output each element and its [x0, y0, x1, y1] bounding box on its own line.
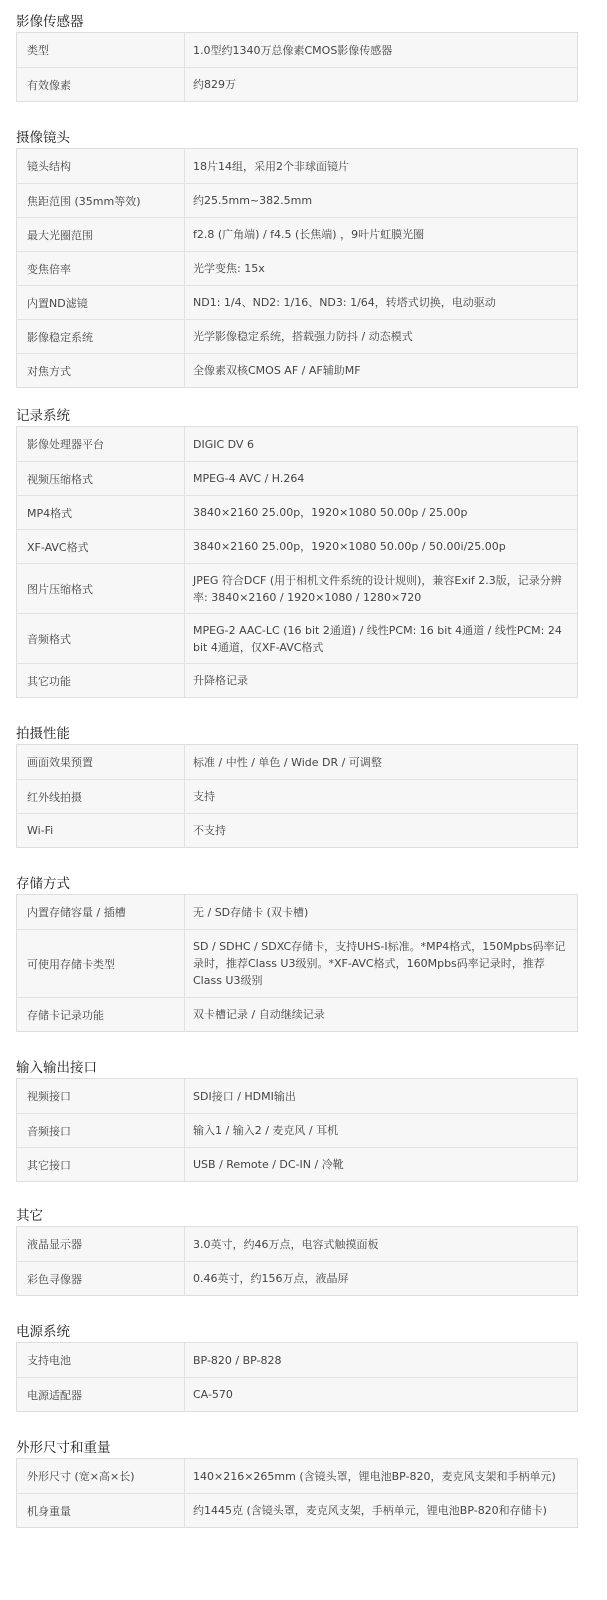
spec-row: [17, 813, 577, 847]
spec-row: [17, 529, 577, 563]
spec-row: [17, 929, 577, 997]
spec-label: 最大光圈范围: [17, 218, 185, 251]
spec-row: [17, 1459, 577, 1493]
spec-value: 无 / SD存储卡 (双卡槽): [193, 905, 309, 919]
section-title: 输入输出接口: [16, 1060, 97, 1076]
spec-value: BP-820 / BP-828: [193, 1353, 282, 1367]
spec-value: USB / Remote / DC-IN / 冷靴: [193, 1158, 344, 1171]
spec-label: 内置存储容量 / 插槽: [17, 895, 185, 929]
spec-row: [17, 495, 577, 529]
spec-row: [17, 353, 577, 387]
spec-value: 光学变焦: 15x: [193, 262, 265, 275]
spec-value: 全像素双核CMOS AF / AF辅助MF: [193, 364, 361, 377]
spec-row: [17, 1079, 577, 1113]
spec-row: [17, 997, 577, 1031]
spec-label: 类型: [17, 33, 185, 67]
spec-label: 镜头结构: [17, 149, 185, 183]
spec-label: MP4格式: [17, 496, 185, 529]
section-title: 外形尺寸和重量: [16, 1440, 111, 1456]
spec-label: 外形尺寸 (宽×高×长): [17, 1459, 185, 1493]
spec-label: 机身重量: [17, 1494, 185, 1527]
section-title: 摄像镜头: [16, 130, 70, 146]
section-title: 拍摄性能: [16, 726, 70, 742]
spec-row: [17, 1343, 577, 1377]
section-title: 记录系统: [16, 408, 70, 424]
spec-label: 可使用存储卡类型: [17, 930, 185, 997]
spec-row: [17, 745, 577, 779]
spec-value: 3840×2160 25.00p，1920×1080 50.00p / 50.00i/25.00p: [193, 540, 506, 553]
spec-value: 标准 / 中性 / 单色 / Wide DR / 可调整: [193, 755, 382, 769]
spec-value: 0.46英寸，约156万点，液晶屏: [193, 1272, 349, 1285]
spec-label: 画面效果预置: [17, 745, 185, 779]
section-title: 存储方式: [16, 876, 70, 892]
spec-row: [17, 427, 577, 461]
spec-row: [17, 33, 577, 67]
spec-row: [17, 1493, 577, 1527]
spec-row: [17, 217, 577, 251]
spec-value: 1.0型约1340万总像素CMOS影像传感器: [193, 43, 393, 57]
spec-label: 支持电池: [17, 1343, 185, 1377]
spec-label: 音频格式: [17, 614, 185, 663]
spec-table: [16, 426, 578, 698]
spec-value: 18片14组，采用2个非球面镜片: [193, 159, 349, 173]
spec-label: 影像处理器平台: [17, 427, 185, 461]
spec-value: MPEG-4 AVC / H.264: [193, 472, 305, 485]
spec-table: [16, 894, 578, 1032]
spec-label: 红外线拍摄: [17, 780, 185, 813]
section-title: 电源系统: [16, 1324, 70, 1340]
spec-value: 约1445克 (含镜头罩，麦克风支架，手柄单元，锂电池BP-820和存储卡): [193, 1504, 547, 1517]
spec-label: 焦距范围 (35mm等效): [17, 184, 185, 217]
spec-table: [16, 1458, 578, 1528]
spec-label: 对焦方式: [17, 354, 185, 387]
spec-label: 变焦倍率: [17, 252, 185, 285]
spec-value: f2.8 (广角端) / f4.5 (长焦端) ，9叶片虹膜光圈: [193, 228, 425, 241]
spec-row: [17, 67, 577, 101]
spec-value: 双卡槽记录 / 自动继续记录: [193, 1008, 325, 1021]
spec-value: 输入1 / 输入2 / 麦克风 / 耳机: [193, 1124, 339, 1137]
spec-value: SD / SDHC / SDXC存储卡，支持UHS-I标准。*MP4格式，150Mpbs码率记录时，推荐Class U3级别。*XF-AVC格式，160Mpbs码率记录时，推荐Class U3级别: [193, 940, 566, 987]
spec-row: [17, 319, 577, 353]
spec-value: 不支持: [193, 824, 226, 837]
spec-table: [16, 32, 578, 102]
spec-row: [17, 563, 577, 613]
spec-label: Wi-Fi: [17, 814, 185, 847]
section-title: 影像传感器: [16, 14, 84, 30]
spec-label: 图片压缩格式: [17, 564, 185, 613]
spec-value: 约25.5mm~382.5mm: [193, 194, 313, 207]
spec-value: 3840×2160 25.00p，1920×1080 50.00p / 25.00p: [193, 506, 468, 519]
spec-label: 存储卡记录功能: [17, 998, 185, 1031]
spec-row: [17, 149, 577, 183]
spec-row: [17, 779, 577, 813]
spec-table: [16, 148, 578, 388]
spec-label: 电源适配器: [17, 1378, 185, 1411]
spec-label: 彩色寻像器: [17, 1262, 185, 1295]
spec-row: [17, 663, 577, 697]
spec-table: [16, 1078, 578, 1182]
spec-row: [17, 1147, 577, 1181]
spec-row: [17, 613, 577, 663]
spec-row: [17, 1377, 577, 1411]
spec-row: [17, 251, 577, 285]
spec-label: 液晶显示器: [17, 1227, 185, 1261]
spec-label: 内置ND滤镜: [17, 286, 185, 319]
spec-value: DIGIC DV 6: [193, 437, 254, 451]
spec-value: 光学影像稳定系统，搭载强力防抖 / 动态模式: [193, 330, 413, 343]
spec-value: CA-570: [193, 1388, 233, 1401]
spec-table: [16, 1226, 578, 1296]
spec-row: [17, 1113, 577, 1147]
spec-label: 影像稳定系统: [17, 320, 185, 353]
spec-value: 3.0英寸，约46万点，电容式触摸面板: [193, 1237, 379, 1251]
spec-row: [17, 183, 577, 217]
spec-value: JPEG 符合DCF (用于相机文件系统的设计规则)，兼容Exif 2.3版，记录分辨率: 3840×2160 / 1920×1080 / 1280×720: [193, 573, 562, 604]
spec-value: 约829万: [193, 78, 236, 91]
spec-row: [17, 285, 577, 319]
spec-label: 视频压缩格式: [17, 462, 185, 495]
spec-row: [17, 461, 577, 495]
spec-label: 视频接口: [17, 1079, 185, 1113]
spec-row: [17, 1227, 577, 1261]
spec-value: 支持: [193, 790, 215, 803]
spec-value: SDI接口 / HDMI输出: [193, 1089, 296, 1103]
section-title: 其它: [16, 1208, 43, 1224]
spec-label: XF-AVC格式: [17, 530, 185, 563]
spec-value: 140×216×265mm (含镜头罩，锂电池BP-820，麦克风支架和手柄单元): [193, 1469, 556, 1483]
spec-label: 其它功能: [17, 664, 185, 697]
spec-label: 有效像素: [17, 68, 185, 101]
spec-value: 升降格记录: [193, 674, 248, 687]
spec-value: MPEG-2 AAC-LC (16 bit 2通道) / 线性PCM: 16 bit 4通道 / 线性PCM: 24 bit 4通道，仅XF-AVC格式: [193, 623, 562, 654]
spec-row: [17, 895, 577, 929]
spec-row: [17, 1261, 577, 1295]
spec-table: [16, 744, 578, 848]
spec-label: 其它接口: [17, 1148, 185, 1181]
spec-table: [16, 1342, 578, 1412]
spec-label: 音频接口: [17, 1114, 185, 1147]
spec-value: ND1: 1/4、ND2: 1/16、ND3: 1/64，转塔式切换，电动驱动: [193, 296, 496, 309]
